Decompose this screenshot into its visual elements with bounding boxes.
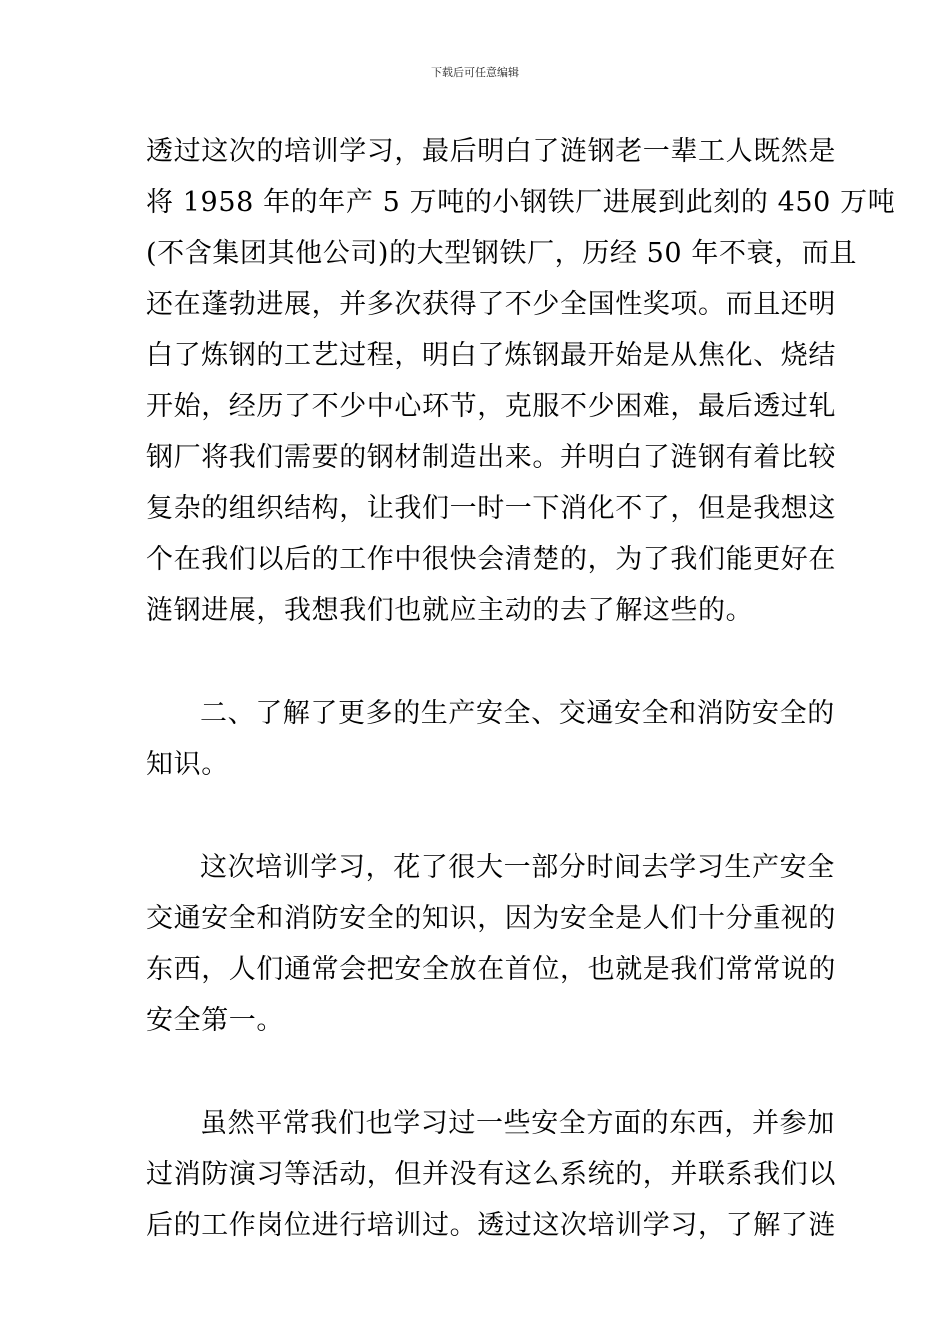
paragraph-line: (不含集团其他公司)的大型钢铁厂，历经 50 年不衰，而且 bbox=[146, 238, 857, 269]
paragraph-line: 东西，人们通常会把安全放在首位，也就是我们常常说的 bbox=[146, 954, 836, 985]
paragraph-line: 透过这次的培训学习，最后明白了涟钢老一辈工人既然是 bbox=[146, 136, 836, 167]
paragraph-line: 钢厂将我们需要的钢材制造出来。并明白了涟钢有着比较 bbox=[146, 442, 836, 473]
paragraph-line: 交通安全和消防安全的知识，因为安全是人们十分重视的 bbox=[146, 903, 836, 934]
page-header: 下载后可任意编辑 bbox=[431, 66, 519, 79]
section-heading bbox=[146, 688, 835, 790]
paragraph-3 bbox=[146, 842, 836, 1046]
document-body bbox=[146, 126, 896, 1251]
paragraph-gap bbox=[146, 790, 806, 842]
paragraph-line: 后的工作岗位进行培训过。透过这次培训学习，了解了涟 bbox=[146, 1210, 836, 1241]
paragraph-line: 将 1958 年的年产 5 万吨的小钢铁厂进展到此刻的 450 万吨 bbox=[146, 187, 896, 218]
paragraph-line: 涟钢进展，我想我们也就应主动的去了解这些的。 bbox=[146, 595, 754, 626]
paragraph-line: 这次培训学习，花了很大一部分时间去学习生产安全 bbox=[200, 852, 835, 883]
paragraph-line: 开始，经历了不少中心环节，克服不少困难，最后透过轧 bbox=[146, 391, 836, 422]
paragraph-line: 虽然平常我们也学习过一些安全方面的东西，并参加 bbox=[200, 1108, 835, 1139]
paragraph-line: 复杂的组织结构，让我们一时一下消化不了，但是我想这 bbox=[146, 493, 836, 524]
paragraph-line: 白了炼钢的工艺过程，明白了炼钢最开始是从焦化、烧结 bbox=[146, 340, 836, 371]
paragraph-line: 知识。 bbox=[146, 749, 229, 780]
paragraph-line: 安全第一。 bbox=[146, 1005, 284, 1036]
paragraph-line: 二、了解了更多的生产安全、交通安全和消防安全的 bbox=[200, 698, 835, 729]
paragraph-line: 还在蓬勃进展，并多次获得了不少全国性奖项。而且还明 bbox=[146, 289, 836, 320]
paragraph-4 bbox=[146, 1098, 836, 1251]
paragraph-1 bbox=[146, 126, 896, 636]
paragraph-gap bbox=[146, 636, 806, 688]
paragraph-line: 过消防演习等活动，但并没有这么系统的，并联系我们以 bbox=[146, 1159, 836, 1190]
paragraph-line: 个在我们以后的工作中很快会清楚的，为了我们能更好在 bbox=[146, 544, 836, 575]
paragraph-gap bbox=[146, 1046, 806, 1098]
